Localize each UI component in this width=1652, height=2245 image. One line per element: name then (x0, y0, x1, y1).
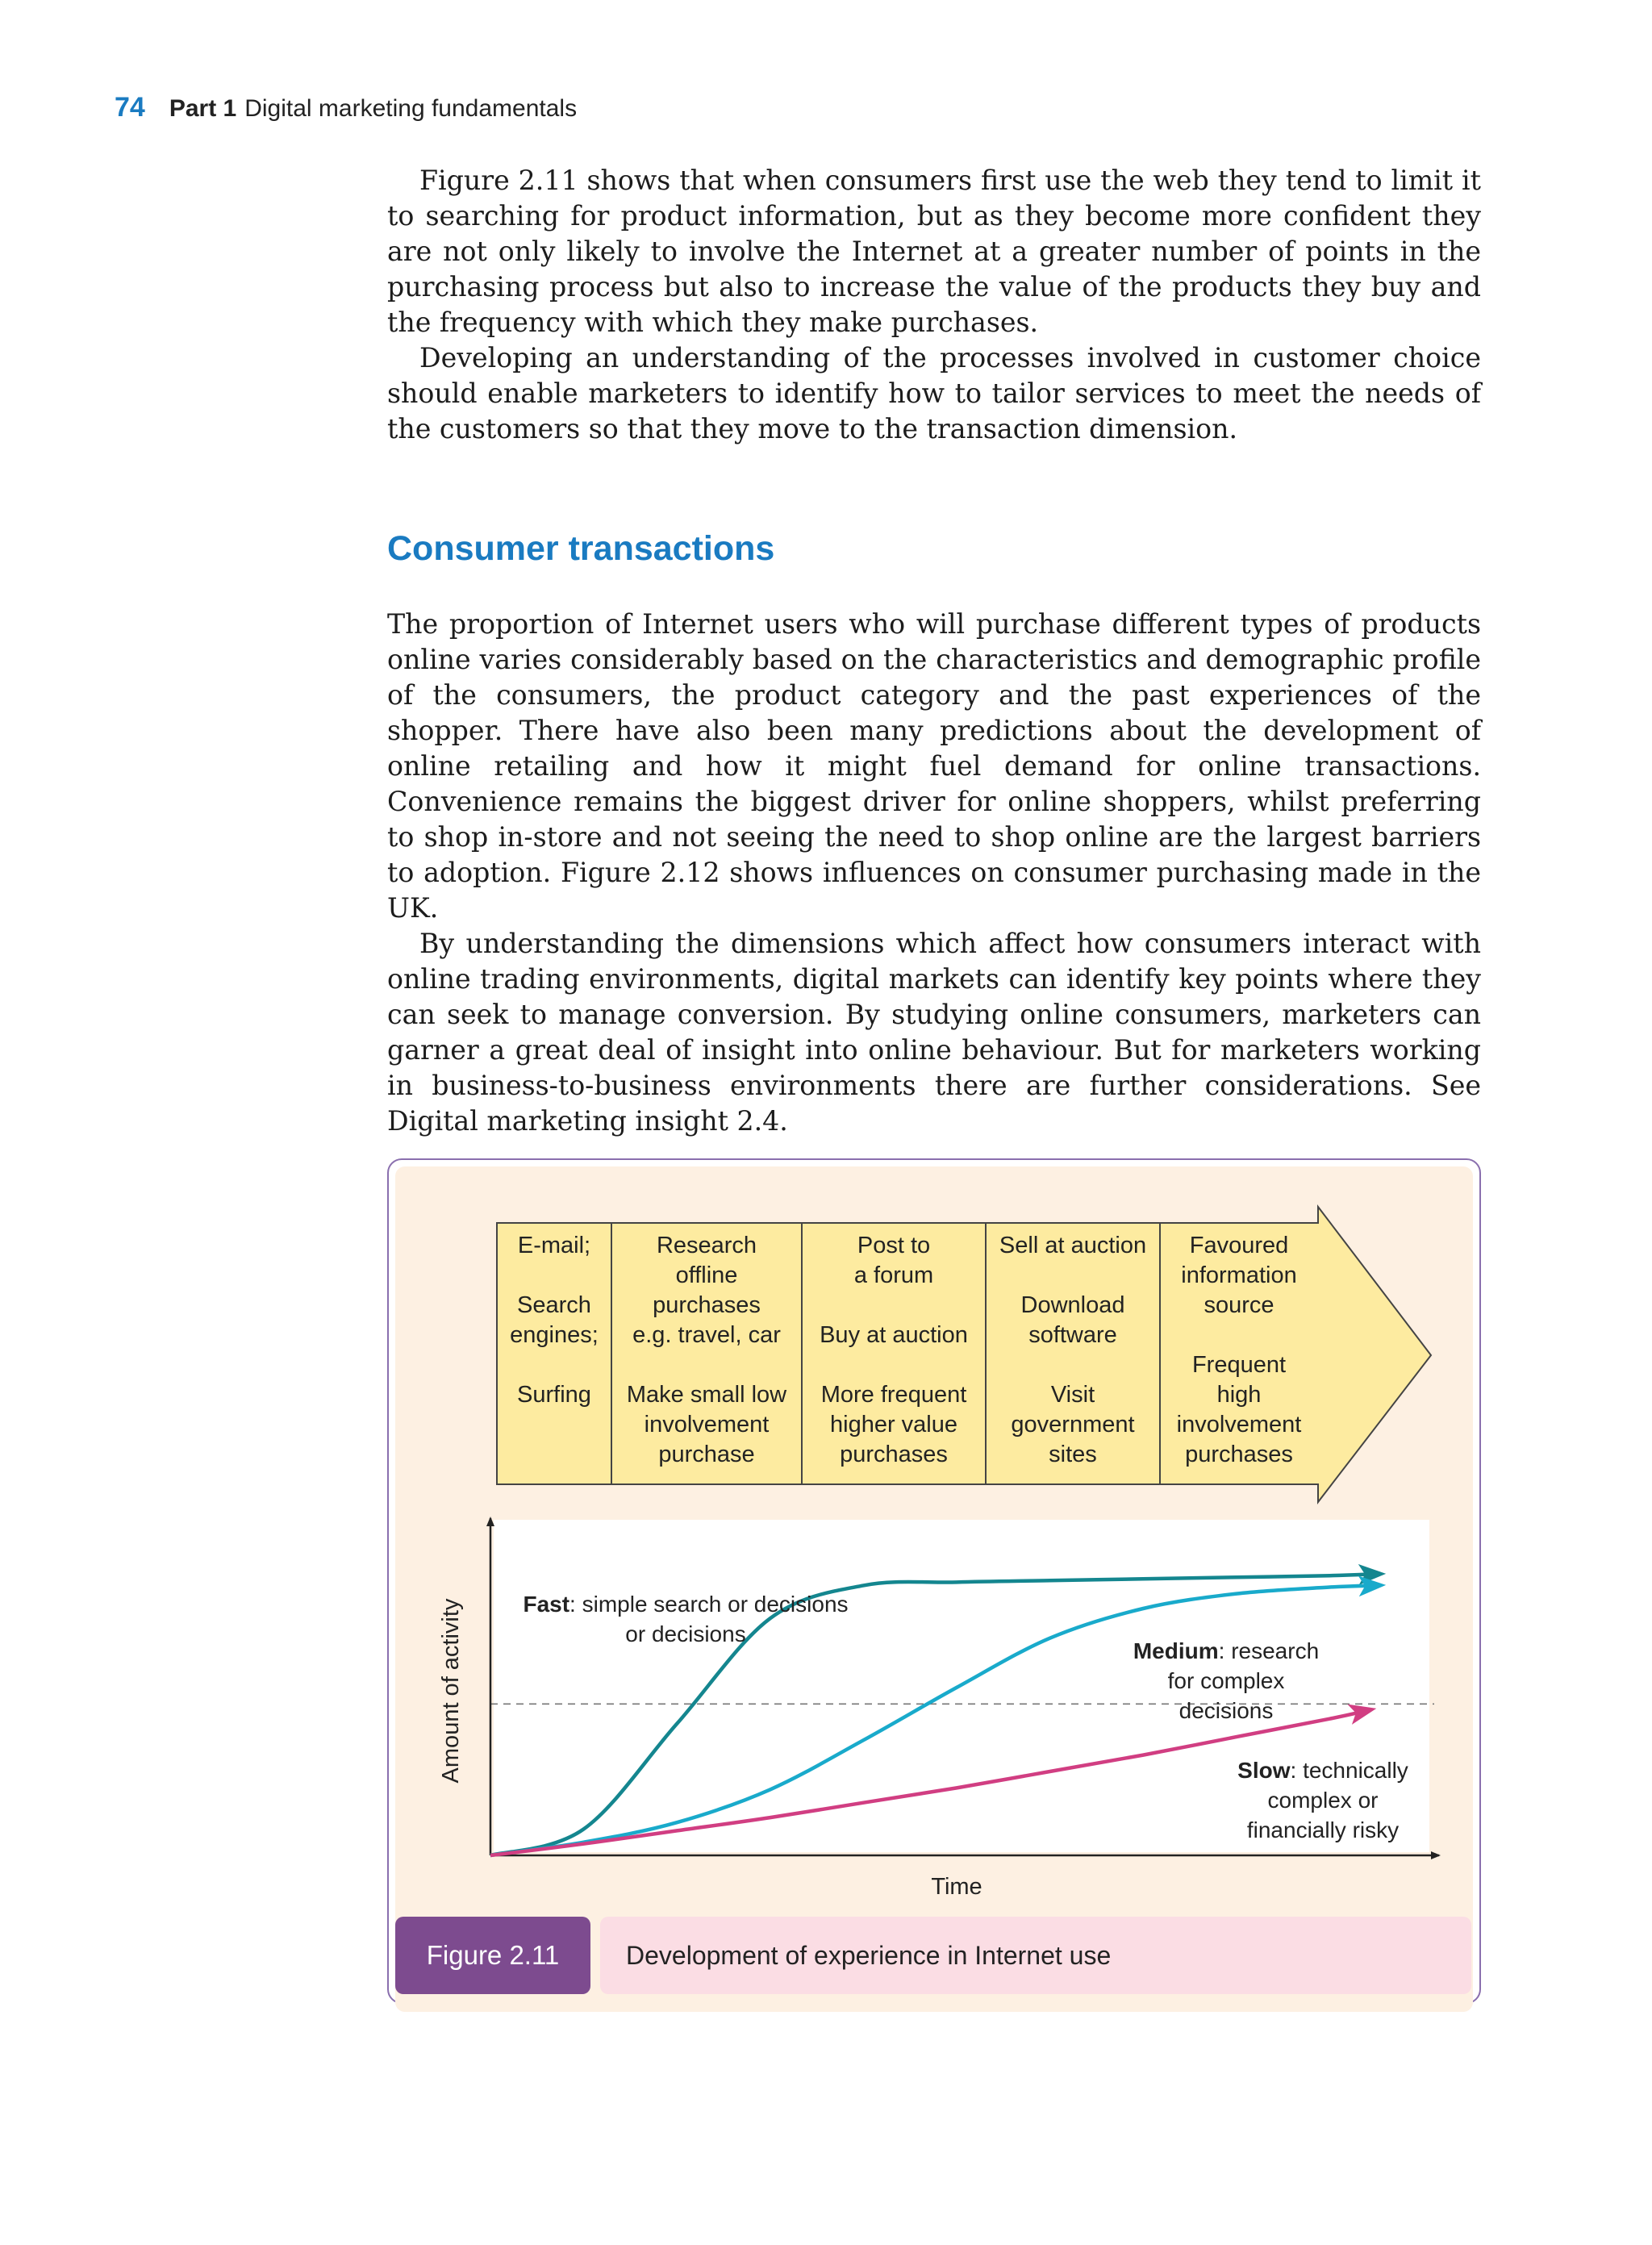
arrow-column-1-line: engines; (510, 1322, 599, 1348)
section-paragraph-2: By understanding the dimensions which affect how consumers interact with online trading environments, digital markets can identify key points where they can seek to manage conversion. By studying online consumers, marketers can garner a great deal of insight into online behaviour. But for marketers working in business-to-business environments there are further considerations. See Digital marketing insight 2.4. (387, 928, 1481, 1137)
arrow-column-3-line: Post to (857, 1233, 931, 1258)
arrow-column-1-line: E-mail; (517, 1233, 591, 1258)
arrow-column-3-line: More frequent (820, 1382, 967, 1408)
arrow-column-4-line: Download (1020, 1292, 1125, 1318)
part-label: Part 1 (169, 95, 237, 122)
experience-arrow (497, 1207, 1431, 1502)
arrow-column-5-line: purchases (1185, 1442, 1293, 1467)
series-label-medium: Medium: research (1133, 1638, 1320, 1663)
intro-paragraph-1: Figure 2.11 shows that when consumers first use the web they tend to limit it to searching for product information, but as they become more confident they are not only likely to involve the Internet at a greater number of points in the purchasing process but also to increase the value of the products they buy and the frequency with which they make purchases. (387, 165, 1481, 338)
figure-caption: Development of experience in Internet use (600, 1917, 1471, 1994)
arrow-column-5-line: information (1181, 1262, 1297, 1288)
series-label-medium-line: for complex (1167, 1668, 1285, 1693)
arrow-column-2-line: involvement (644, 1412, 770, 1438)
figure-label: Figure 2.11 (395, 1917, 590, 1994)
part-title: Digital marketing fundamentals (244, 95, 578, 122)
arrow-column-5-line: high (1216, 1382, 1262, 1408)
series-label-medium-line: decisions (1179, 1698, 1274, 1723)
arrow-column-2-line: e.g. travel, car (632, 1322, 781, 1348)
arrow-column-2-line: offline (675, 1262, 738, 1288)
page-number: 74 (115, 92, 145, 123)
arrow-column-3-line: Buy at auction (820, 1322, 968, 1348)
arrow-column-2-line: purchase (658, 1442, 755, 1467)
arrow-column-5-line: involvement (1176, 1412, 1302, 1438)
arrow-column-5-line: source (1204, 1292, 1274, 1318)
arrow-column-1-line: Surfing (517, 1382, 591, 1408)
arrow-column-5-line: Favoured (1189, 1233, 1289, 1258)
arrow-column-2-line: purchases (653, 1292, 761, 1318)
section-heading: Consumer transactions (387, 529, 775, 568)
arrow-column-3-line: a forum (853, 1262, 934, 1288)
y-axis-label: Amount of activity (438, 1598, 464, 1784)
arrow-column-4-line: Visit (1050, 1382, 1095, 1408)
arrow-column-2-line: Make small low (626, 1382, 787, 1408)
arrow-column-4-line: software (1028, 1322, 1117, 1348)
arrow-column-3-line: purchases (840, 1442, 948, 1467)
arrow-column-4-line: government (1011, 1412, 1135, 1438)
arrow-column-2-line: Research (656, 1233, 757, 1258)
series-label-slow-line: complex or (1267, 1788, 1379, 1813)
section-paragraph-1: The proportion of Internet users who will purchase different types of products online varies considerably based on the characteristics and demographic profile of the consumers, the product category and the past experiences of the shopper. There have also been many predictions about the development of online retailing and how it might fuel demand for online transactions. Convenience remains the biggest driver for online shoppers, whilst preferring to shop in-store and not seeing the need to shop online are the largest barriers to adoption. Figure 2.12 shows influences on consumer purchasing made in the UK. (387, 608, 1481, 924)
intro-paragraph-2: Developing an understanding of the processes involved in customer choice should enable marketers to identify how to tailor services to meet the needs of the customers so that they move to the transaction dimension. (387, 342, 1481, 444)
arrow-column-5-line: Frequent (1191, 1352, 1287, 1378)
series-label-slow: Slow: technically (1237, 1758, 1408, 1783)
series-label-slow-line: financially risky (1246, 1817, 1400, 1842)
series-label-fast: Fast: simple search or decisions (523, 1592, 849, 1617)
arrow-column-1-line: Search (517, 1292, 591, 1318)
series-label-fast-line: or decisions (625, 1621, 746, 1646)
x-axis-label: Time (931, 1874, 982, 1900)
arrow-column-3-line: higher value (830, 1412, 957, 1438)
arrow-column-4-line: Sell at auction (999, 1233, 1147, 1258)
arrow-column-4-line: sites (1049, 1442, 1097, 1467)
